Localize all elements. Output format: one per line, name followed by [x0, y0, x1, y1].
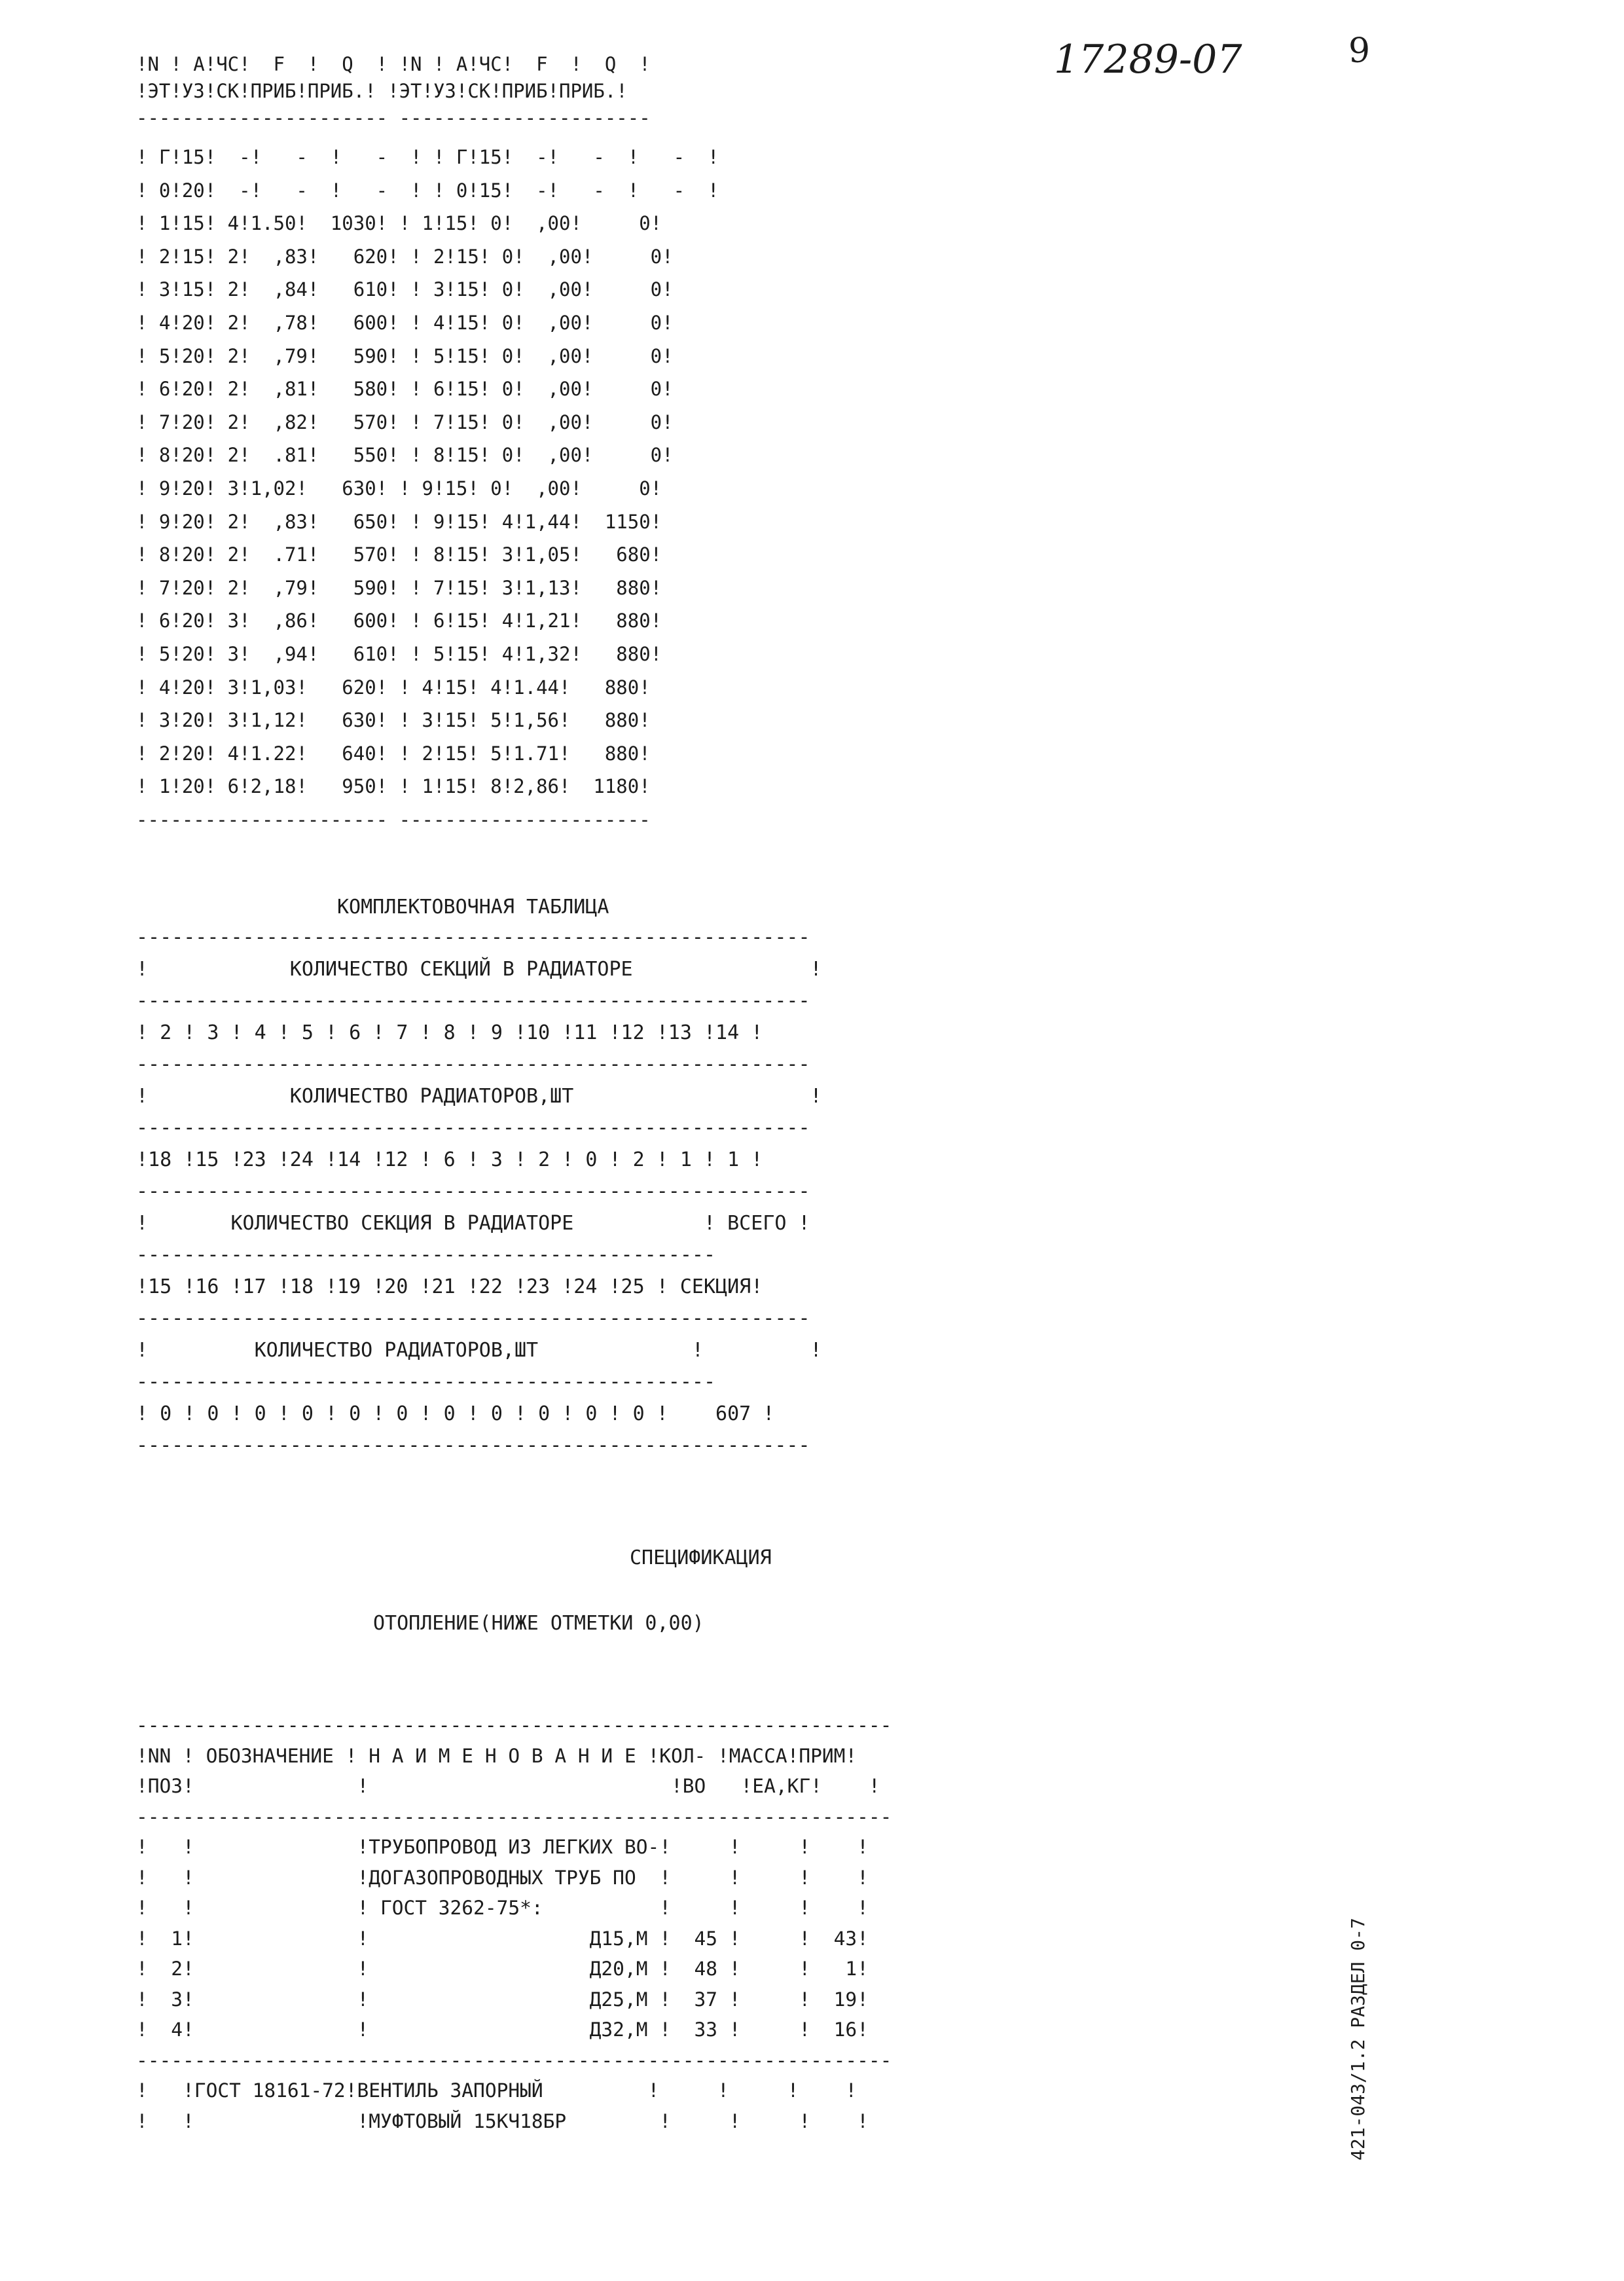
kit-line: ------------------------------------------------- [136, 1370, 716, 1393]
table-row: ! 8!20! 2! .81! 550! ! 8!15! 0! ,00! 0! [136, 444, 674, 467]
spec-line: ! ! !МУФТОВЫЙ 15КЧ18БР ! ! ! ! [136, 2109, 869, 2132]
top-table-separator: ---------------------- ---------------------- [136, 107, 651, 129]
table-row: ! 7!20! 2! ,79! 590! ! 7!15! 3!1,13! 880! [136, 576, 662, 599]
kit-table-body [136, 922, 822, 1462]
kit-line: ------------------------------------------------- [136, 1243, 716, 1266]
kit-line: --------------------------------------------------------- [136, 1434, 810, 1457]
kit-line: ! КОЛИЧЕСТВО РАДИАТОРОВ,ШТ ! [136, 1084, 822, 1108]
kit-line: !15 !16 !17 !18 !19 !20 !21 !22 !23 !24 !25 ! СЕКЦИЯ! [136, 1275, 763, 1298]
top-table-body [136, 141, 719, 836]
table-row: ! 6!20! 2! ,81! 580! ! 6!15! 0! ,00! 0! [136, 378, 674, 401]
spec-line: ! !ГОСТ 18161-72!ВЕНТИЛЬ ЗАПОРНЫЙ ! ! ! ! [136, 2079, 857, 2102]
page-number: 9 [1348, 31, 1371, 71]
table-row: ! 9!20! 2! ,83! 650! ! 9!15! 4!1,44! 1150! [136, 510, 662, 533]
top-table-header [136, 51, 651, 132]
top-table-header-line: !N ! А!ЧС! F ! Q ! !N ! А!ЧС! F ! Q ! [136, 53, 651, 75]
spec-line: ! ! ! ГОСТ 3262-75*: ! ! ! ! [136, 1897, 869, 1919]
table-row: ! 4!20! 2! ,78! 600! ! 4!15! 0! ,00! 0! [136, 311, 674, 334]
table-row: ! 2!15! 2! ,83! 620! ! 2!15! 0! ,00! 0! [136, 245, 674, 268]
table-row: ! 5!20! 2! ,79! 590! ! 5!15! 0! ,00! 0! [136, 344, 674, 367]
spec-line: !ПОЗ! ! !ВО !ЕА,КГ! ! [136, 1775, 880, 1797]
kit-line: ! 2 ! 3 ! 4 ! 5 ! 6 ! 7 ! 8 ! 9 !10 !11 !12 !13 !14 ! [136, 1021, 763, 1044]
top-table-header-line: !ЭТ!УЗ!СК!ПРИБ!ПРИБ.! !ЭТ!УЗ!СК!ПРИБ!ПРИБ.! [136, 80, 628, 102]
table-row: ! 3!15! 2! ,84! 610! ! 3!15! 0! ,00! 0! [136, 278, 674, 301]
table-row: ! 7!20! 2! ,82! 570! ! 7!15! 0! ,00! 0! [136, 411, 674, 433]
table-row: ! 8!20! 2! .71! 570! ! 8!15! 3!1,05! 680! [136, 543, 662, 566]
spec-line: !NN ! ОБОЗНАЧЕНИЕ ! Н А И М Е Н О В А Н И Е !КОЛ- !МАССА!ПРИМ! [136, 1744, 857, 1767]
spec-line: ----------------------------------------------------------------- [136, 2049, 892, 2071]
table-row: ! 1!20! 6!2,18! 950! ! 1!15! 8!2,86! 1180! [136, 775, 651, 798]
table-row: ! 9!20! 3!1,02! 630! ! 9!15! 0! ,00! 0! [136, 477, 662, 500]
kit-line: --------------------------------------------------------- [136, 1053, 810, 1076]
spec-line: ----------------------------------------------------------------- [136, 1714, 892, 1736]
kit-line: ! КОЛИЧЕСТВО СЕКЦИЯ В РАДИАТОРЕ ! ВСЕГО ! [136, 1211, 810, 1235]
spec-line: ! ! !ТРУБОПРОВОД ИЗ ЛЕГКИХ ВО-! ! ! ! [136, 1836, 869, 1858]
table-row: ! 6!20! 3! ,86! 600! ! 6!15! 4!1,21! 880! [136, 610, 662, 632]
table-row: ! 0!20! -! - ! - ! ! 0!15! -! - ! - ! [136, 179, 719, 202]
kit-line: !18 !15 !23 !24 !14 !12 ! 6 ! 3 ! 2 ! 0 ! 2 ! 1 ! 1 ! [136, 1148, 763, 1171]
table-row: ! 2!20! 4!1.22! 640! ! 2!15! 5!1.71! 880! [136, 742, 651, 765]
spec-line: ! 4! ! Д32,М ! 33 ! ! 16! [136, 2018, 869, 2041]
kit-line: ! КОЛИЧЕСТВО РАДИАТОРОВ,ШТ ! ! [136, 1338, 822, 1362]
table-row: ! 5!20! 3! ,94! 610! ! 5!15! 4!1,32! 880! [136, 642, 662, 665]
kit-line: --------------------------------------------------------- [136, 1307, 810, 1330]
spec-line: ! 3! ! Д25,М ! 37 ! ! 19! [136, 1988, 869, 2011]
table-row: ! Г!15! -! - ! - ! ! Г!15! -! - ! - ! [136, 146, 719, 168]
table-row: ! 3!20! 3!1,12! 630! ! 3!15! 5!1,56! 880! [136, 709, 651, 732]
table-row: ! 4!20! 3!1,03! 620! ! 4!15! 4!1.44! 880! [136, 676, 651, 699]
kit-line: --------------------------------------------------------- [136, 926, 810, 949]
kit-line: --------------------------------------------------------- [136, 1180, 810, 1203]
spec-line: ! 2! ! Д20,М ! 48 ! ! 1! [136, 1958, 869, 1980]
kit-table-title: КОМПЛЕКТОВОЧНАЯ ТАБЛИЦА [337, 896, 609, 919]
side-stamp: 421-043/1.2 РАЗДЕЛ 0-7 [1347, 1918, 1369, 2161]
table-row: ! 1!15! 4!1.50! 1030! ! 1!15! 0! ,00! 0! [136, 212, 662, 235]
kit-line: --------------------------------------------------------- [136, 989, 810, 1012]
kit-line: ! 0 ! 0 ! 0 ! 0 ! 0 ! 0 ! 0 ! 0 ! 0 ! 0 ! 0 ! 607 ! [136, 1402, 775, 1425]
spec-table [136, 1710, 892, 2136]
spec-line: ! 1! ! Д15,М ! 45 ! ! 43! [136, 1927, 869, 1950]
spec-line: ! ! !ДОГАЗОПРОВОДНЫХ ТРУБ ПО ! ! ! ! [136, 1866, 869, 1889]
kit-line: --------------------------------------------------------- [136, 1116, 810, 1139]
document-code: 17289-07 [1054, 37, 1242, 82]
top-table-separator: ---------------------- ---------------------- [136, 808, 651, 831]
spec-title: СПЕЦИФИКАЦИЯ [630, 1546, 772, 1569]
kit-line: ! КОЛИЧЕСТВО СЕКЦИЙ В РАДИАТОРЕ ! [136, 957, 822, 981]
spec-subtitle: ОТОПЛЕНИЕ(НИЖЕ ОТМЕТКИ 0,00) [373, 1612, 704, 1635]
spec-line: ----------------------------------------------------------------- [136, 1805, 892, 1828]
